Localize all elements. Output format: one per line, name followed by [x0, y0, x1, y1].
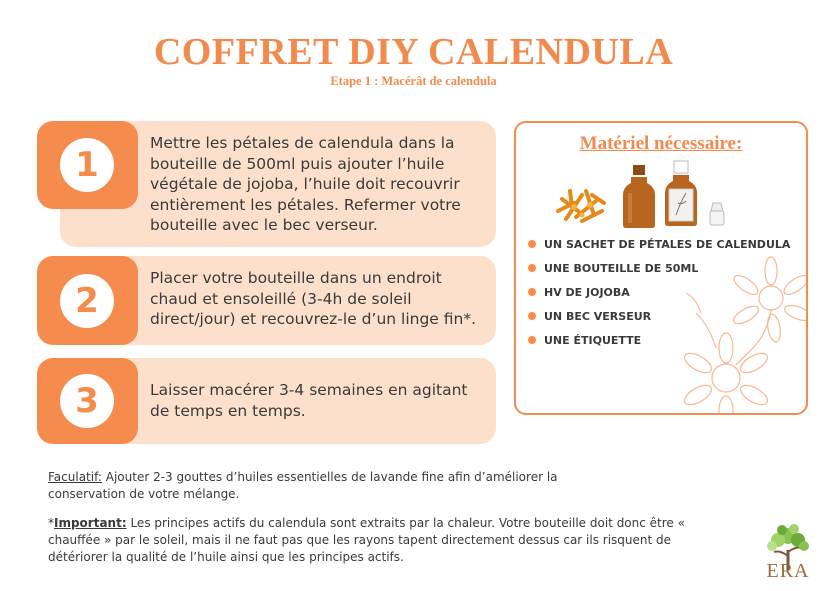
- optional-text: Ajouter 2-3 gouttes d’huiles essentielles de lavande fine afin d’améliorer la conservation de votre mélange.: [48, 470, 558, 501]
- bullet-icon: [528, 336, 536, 344]
- page-title: COFFRET DIY CALENDULA: [153, 31, 674, 73]
- materials-title: Matériel nécessaire:: [579, 133, 743, 154]
- labeled-bottle-icon: [664, 159, 698, 229]
- important-note: *Important: Les principes actifs du calendula sont extraits par la chaleur. Votre bouteille doit donc être « chauffée » par le soleil, mais il ne faut pas que les rayons tapent directement dessus car ils risquent de détériorer la qualité de l’huile ainsi que les principes actifs.: [48, 516, 685, 564]
- list-item: UNE ÉTIQUETTE: [528, 334, 798, 347]
- list-item: UN BEC VERSEUR: [528, 310, 798, 323]
- pour-spout-icon: [708, 201, 726, 227]
- logo-text: ERA: [766, 560, 810, 582]
- materials-list: [528, 238, 798, 358]
- step-number: 3: [60, 374, 114, 428]
- step-number: 2: [60, 274, 114, 328]
- step-text: Placer votre bouteille dans un endroit chaud et ensoleillé (3-4h de soleil direct/jour) et recouvrez-le d’un linge fin*.: [150, 269, 477, 328]
- step-text: Laisser macérer 3-4 semaines en agitant de temps en temps.: [150, 381, 468, 420]
- optional-label: Faculatif:: [48, 470, 102, 484]
- materials-panel: [514, 121, 808, 415]
- amber-bottle-icon: [622, 163, 656, 229]
- important-label: Important:: [54, 516, 127, 530]
- bullet-icon: [528, 312, 536, 320]
- bullet-icon: [528, 264, 536, 272]
- list-item: UNE BOUTEILLE DE 50ML: [528, 262, 798, 275]
- list-item: HV DE JOJOBA: [528, 286, 798, 299]
- bullet-icon: [528, 288, 536, 296]
- step-text: Mettre les pétales de calendula dans la bouteille de 500ml puis ajouter l’huile végétale de jojoba, l’huile doit recouvrir entièrement les pétales. Refermer votre bouteille avec le bec verseur.: [150, 134, 461, 234]
- calendula-petals-icon: [552, 181, 608, 225]
- step-number: 1: [60, 138, 114, 192]
- important-text: Les principes actifs du calendula sont extraits par la chaleur. Votre bouteille doit donc être « chauffée » par le soleil, mais il ne faut pas que les rayons tapent directement dessus car ils risquent de détériorer la qualité de l’huile ainsi que les principes actifs.: [48, 516, 685, 564]
- bullet-icon: [528, 240, 536, 248]
- optional-note: [48, 469, 608, 503]
- page-subtitle: Etape 1 : Macérât de calendula: [330, 74, 497, 88]
- list-item: UN SACHET DE PÉTALES DE CALENDULA: [528, 238, 798, 251]
